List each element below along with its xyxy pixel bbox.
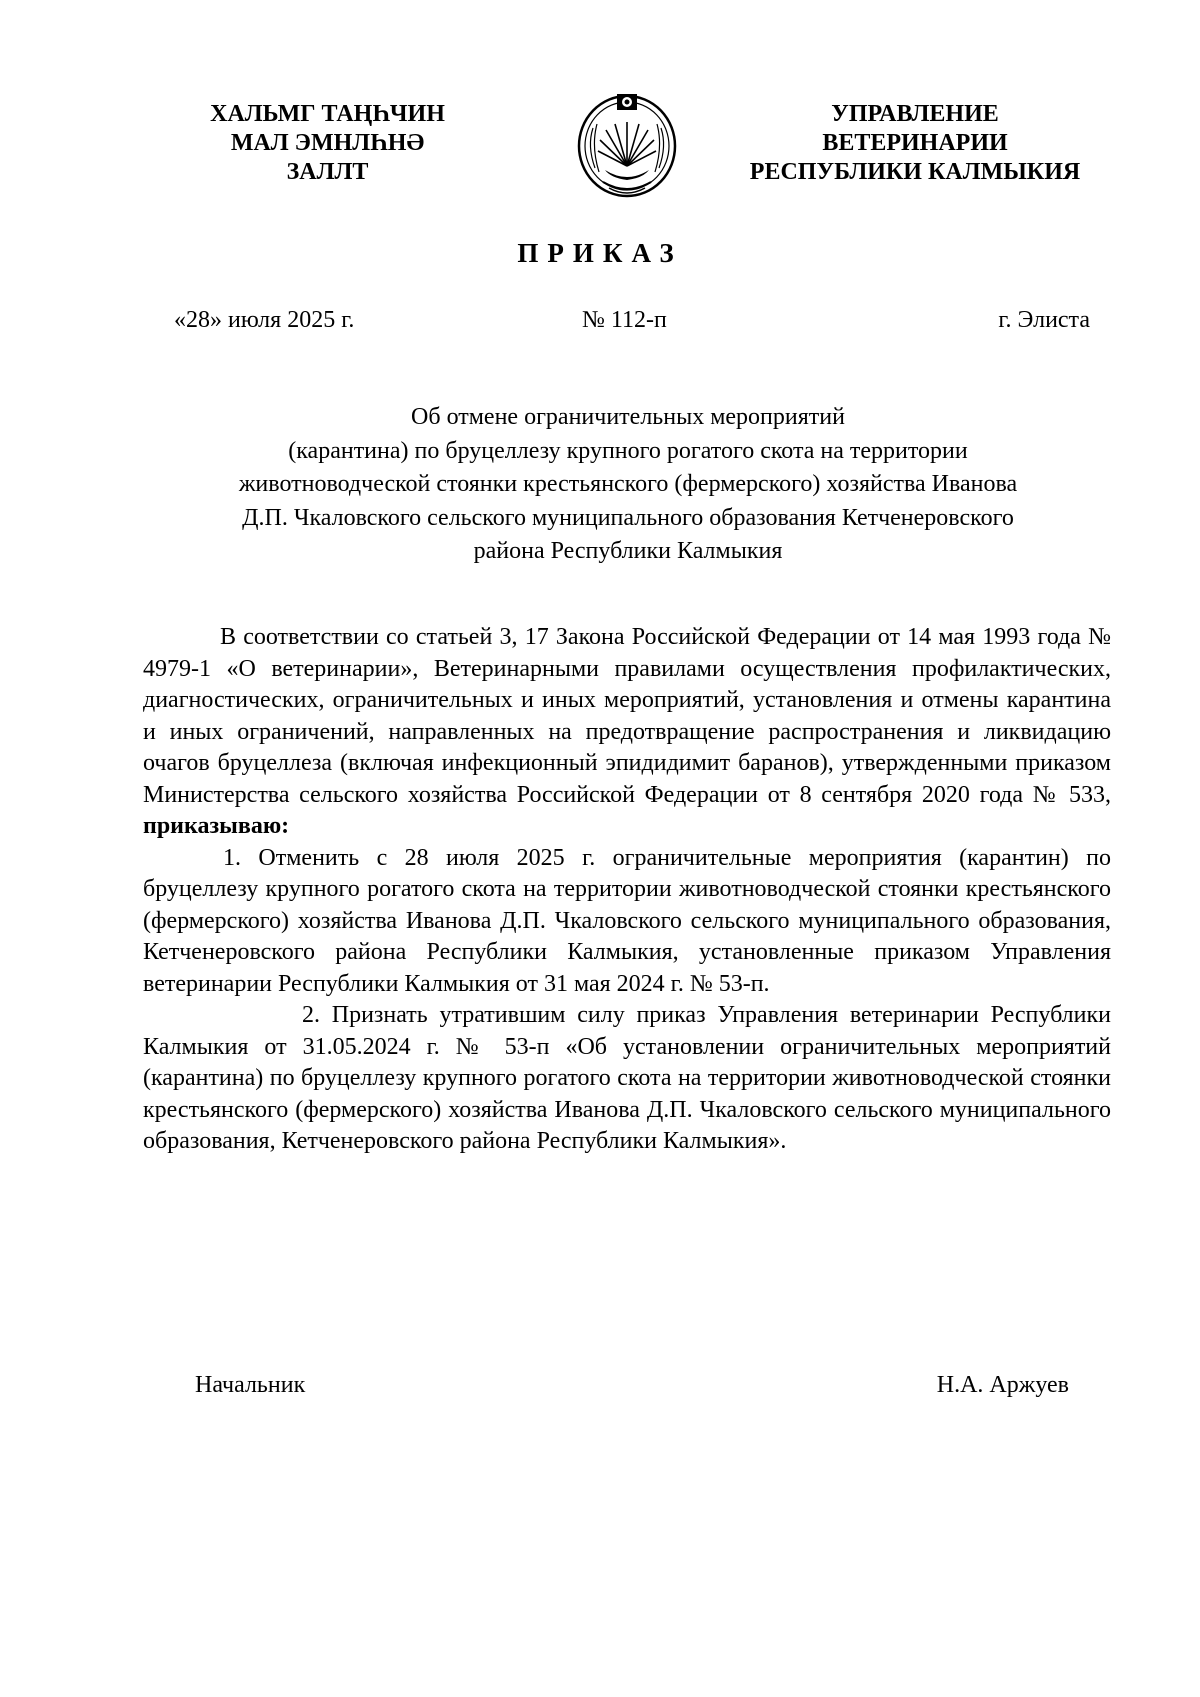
header-left-line: ХАЛЬМГ ТАҢҺЧИН xyxy=(210,101,445,127)
header-left-line: МАЛ ЭМНЛҺНӘ xyxy=(230,130,425,156)
order-item-1: 1. Отменить с 28 июля 2025 г. ограничительные мероприятия (карантин) по бруцеллезу крупного рогатого скота на территории животноводческой стоянки крестьянского (фермерского) хозяйства Иванова Д.П. Чкаловского сельского муниципального образования, Кетченеровского района Республики Калмыкия, установленные приказом Управления ветеринарии Республики Калмыкия от 31 мая 2024 г. № 53-п. xyxy=(143,844,1111,997)
header-right-line: РЕСПУБЛИКИ КАЛМЫКИЯ xyxy=(749,159,1081,185)
header-right-line: ВЕТЕРИНАРИИ xyxy=(822,130,1008,156)
preamble-text: В соответствии со статьей 3, 17 Закона Российской Федерации от 14 мая 1993 года № 4979-1 «О ветеринарии», Ветеринарными правилами осуществления профилактических, диагностических, ограничительных и иных мероприятий, установления и отмены карантина и иных ограничений, направленных на предотвращение распространения и ликвидацию очагов бруцеллеза (включая инфекционный эпидидимит баранов), утвержденными приказом Министерства сельского хозяйства Российской Федерации от 8 сентября 2020 года № 533, xyxy=(143,624,1111,808)
header-right-line: УПРАВЛЕНИЕ xyxy=(831,101,999,127)
document-title: ПРИКАЗ xyxy=(517,238,683,268)
document-subject xyxy=(150,401,1106,569)
subject-line: животноводческой стоянки крестьянского (фермерского) хозяйства Иванова xyxy=(238,471,1018,497)
directive-text: приказываю: xyxy=(143,813,290,839)
header-kalmyk-name xyxy=(205,100,450,187)
document-date: «28» июля 2025 г. xyxy=(174,307,355,333)
subject-line: Об отмене ограничительных мероприятий xyxy=(411,404,845,430)
preamble-paragraph xyxy=(143,622,1111,843)
order-item-2: 2. Признать утратившим силу приказ Управления ветеринарии Республики Калмыкия от 31.05.2024 г. № 53-п «Об установлении ограничительных мероприятий (карантина) по бруцеллезу крупного рогатого скота на территории животноводческой стоянки крестьянского (фермерского) хозяйства Иванова Д.П. Чкаловского сельского муниципального образования, Кетченеровского района Республики Калмыкия». xyxy=(143,1002,1111,1154)
document-body xyxy=(143,622,1111,1158)
header-russian-name xyxy=(745,100,1085,187)
header-left-line: ЗАЛЛТ xyxy=(286,159,369,185)
document-number: № 112-п xyxy=(582,307,667,333)
coat-of-arms-icon xyxy=(573,88,681,200)
subject-line: Д.П. Чкаловского сельского муниципального образования Кетченеровского xyxy=(242,504,1014,531)
signatory-position: Начальник xyxy=(195,1372,306,1398)
subject-line: района Республики Калмыкия xyxy=(473,538,783,564)
subject-line: (карантина) по бруцеллезу крупного рогатого скота на территории xyxy=(288,437,968,464)
signatory-name: Н.А. Аржуев xyxy=(936,1372,1069,1398)
document-city: г. Элиста xyxy=(998,307,1090,333)
